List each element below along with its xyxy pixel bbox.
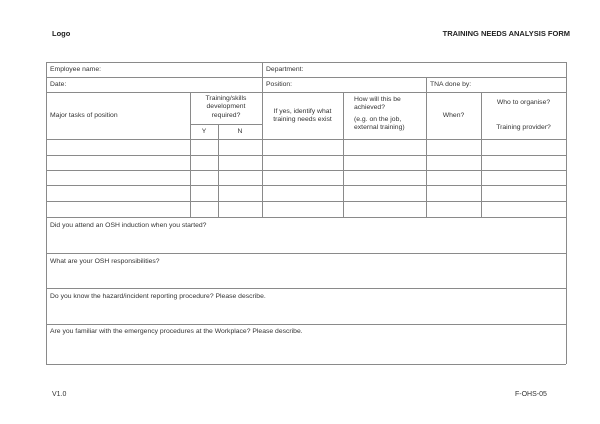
question-hazard-reporting: Do you know the hazard/incident reporting procedure? Please describe. bbox=[50, 293, 266, 300]
task-row-3[interactable] bbox=[47, 171, 566, 184]
question-emergency-procedures: Are you familiar with the emergency procedures at the Workplace? Please describe. bbox=[50, 328, 303, 335]
row-divider bbox=[46, 288, 566, 289]
employee-name-label: Employee name: bbox=[50, 66, 102, 73]
col-header-identify-training bbox=[262, 108, 343, 125]
header-line: How will this be bbox=[354, 96, 401, 103]
answer-osh-responsibilities[interactable] bbox=[47, 268, 566, 287]
row-divider bbox=[46, 217, 566, 218]
col-header-yes: Y bbox=[201, 128, 207, 135]
tna-done-by-field[interactable] bbox=[480, 78, 564, 91]
task-row-1[interactable] bbox=[47, 140, 566, 154]
header-line: Training/skills bbox=[205, 95, 247, 102]
col-header-who-to-organise: Who to organise? bbox=[496, 99, 551, 106]
col-header-major-tasks: Major tasks of position bbox=[50, 112, 118, 119]
question-osh-responsibilities: What are your OSH responsibilities? bbox=[50, 258, 160, 265]
header-line: required? bbox=[211, 111, 241, 119]
version-label: V1.0 bbox=[52, 391, 67, 398]
col-header-how-achieved bbox=[354, 96, 405, 133]
row-divider bbox=[46, 92, 566, 93]
col-header-training-provider: Training provider? bbox=[496, 124, 551, 131]
row-divider bbox=[46, 253, 566, 254]
employee-name-field[interactable] bbox=[110, 63, 260, 76]
answer-hazard-reporting[interactable] bbox=[47, 303, 566, 323]
header-line: achieved? bbox=[354, 104, 385, 112]
task-row-4[interactable] bbox=[47, 186, 566, 200]
answer-emergency-procedures[interactable] bbox=[47, 338, 566, 363]
header-line: (e.g. on the job, bbox=[354, 115, 402, 123]
department-label: Department: bbox=[266, 66, 304, 73]
header-line: development bbox=[206, 103, 246, 111]
col-header-no: N bbox=[237, 128, 243, 135]
tna-done-by-label: TNA done by: bbox=[430, 81, 472, 88]
task-row-2[interactable] bbox=[47, 156, 566, 169]
form-title: TRAINING NEEDS ANALYSIS FORM bbox=[442, 29, 570, 38]
header-line: external training) bbox=[354, 124, 405, 132]
task-row-5[interactable] bbox=[47, 202, 566, 216]
table-border-right bbox=[566, 62, 567, 364]
question-osh-induction: Did you attend an OSH induction when you started? bbox=[50, 222, 207, 229]
table-border-bottom bbox=[46, 364, 566, 365]
col-header-training-required bbox=[190, 95, 262, 120]
form-code-label: F-OHS-05 bbox=[515, 391, 547, 398]
yn-divider bbox=[190, 124, 262, 125]
department-field[interactable] bbox=[315, 63, 565, 76]
position-field[interactable] bbox=[300, 78, 424, 91]
logo-placeholder: Logo bbox=[52, 29, 71, 38]
position-label: Position: bbox=[266, 81, 293, 88]
answer-osh-induction[interactable] bbox=[47, 232, 566, 252]
header-line: training needs exist bbox=[273, 116, 332, 124]
col-header-when: When? bbox=[442, 112, 465, 119]
date-field[interactable] bbox=[75, 78, 260, 91]
header-line: If yes, identify what bbox=[273, 108, 332, 115]
row-divider bbox=[46, 324, 566, 325]
date-label: Date: bbox=[50, 81, 67, 88]
